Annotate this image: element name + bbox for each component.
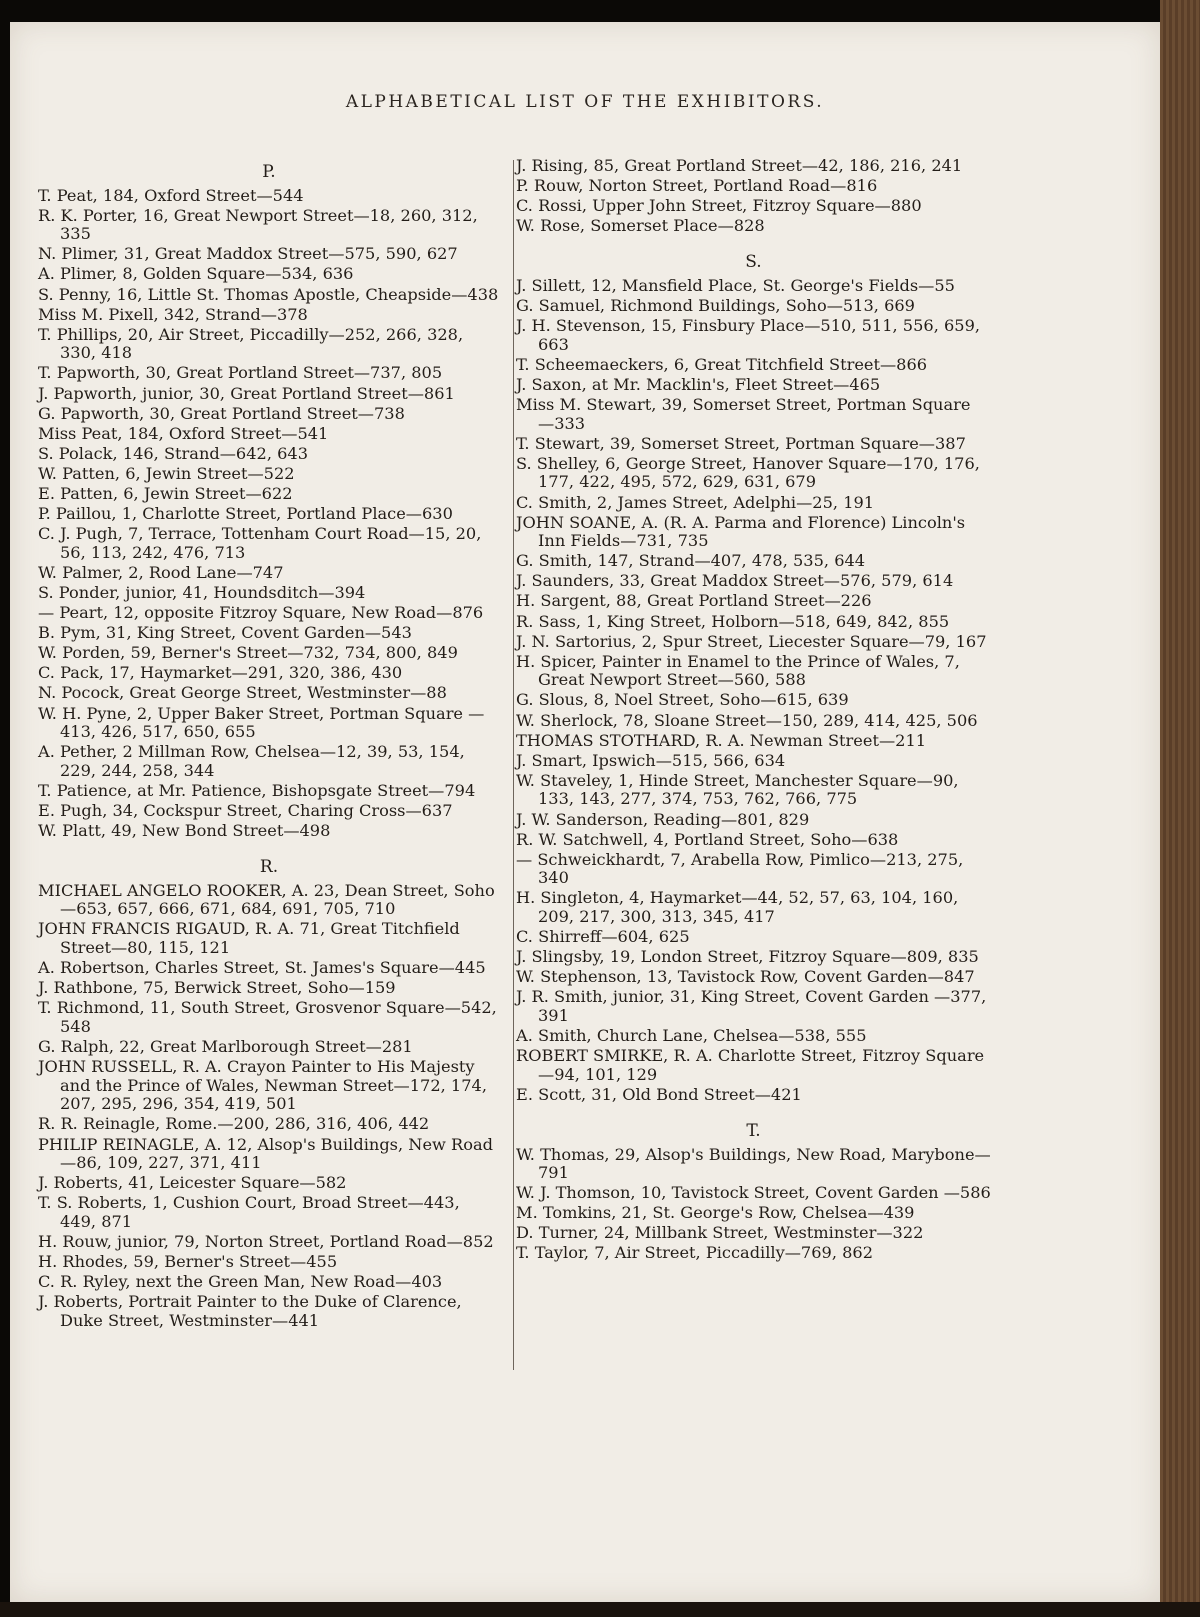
- entry: MICHAEL ANGELO ROOKER, A. 23, Dean Street, Soho—653, 657, 666, 671, 684, 691, 705, 710: [38, 880, 495, 919]
- entry: J. Roberts, 41, Leicester Square—582: [38, 1173, 347, 1193]
- entry: C. Smith, 2, James Street, Adelphi—25, 191: [516, 492, 875, 512]
- entry: G. Smith, 147, Strand—407, 478, 535, 644: [516, 551, 866, 571]
- entry: S. Ponder, junior, 41, Houndsditch—394: [38, 582, 366, 602]
- entry: D. Turner, 24, Millbank Street, Westminster—322: [516, 1223, 924, 1243]
- entry: ROBERT SMIRKE, R. A. Charlotte Street, Fitzroy Square—94, 101, 129: [516, 1046, 985, 1084]
- entry: W. Sherlock, 78, Sloane Street—150, 289, 414, 425, 506: [516, 710, 978, 730]
- entry: G. Papworth, 30, Great Portland Street—738: [38, 403, 405, 423]
- entry: T. Papworth, 30, Great Portland Street—737, 805: [38, 363, 443, 383]
- entry: J. Papworth, junior, 30, Great Portland Street—861: [38, 383, 455, 403]
- entry: P. Rouw, Norton Street, Portland Road—816: [516, 176, 878, 196]
- entry: S. Penny, 16, Little St. Thomas Apostle, Cheapside—438: [38, 284, 499, 304]
- entry: B. Pym, 31, King Street, Covent Garden—543: [38, 623, 412, 643]
- entry: J. N. Sartorius, 2, Spur Street, Liecester Square—79, 167: [516, 631, 987, 651]
- entry: W. H. Pyne, 2, Upper Baker Street, Portman Square —413, 426, 517, 650, 655: [38, 703, 485, 742]
- entry: A. Plimer, 8, Golden Square—534, 636: [38, 264, 354, 284]
- entry: C. R. Ryley, next the Green Man, New Road—403: [38, 1272, 443, 1292]
- section-heading-s: S.: [745, 252, 762, 273]
- entry: E. Patten, 6, Jewin Street—622: [38, 484, 293, 503]
- entry: W. Palmer, 2, Rood Lane—747: [38, 562, 284, 582]
- entry: J. W. Sanderson, Reading—801, 829: [516, 809, 810, 829]
- entry: JOHN RUSSELL, R. A. Crayon Painter to His Majesty and the Prince of Wales, Newman Street—172, 174, 207, 295, 296, 354, 419, 501: [38, 1057, 487, 1114]
- entry: A. Pether, 2 Millman Row, Chelsea—12, 39, 53, 154, 229, 244, 258, 344: [38, 742, 465, 780]
- entry: JOHN SOANE, A. (R. A. Parma and Florence) Lincoln's Inn Fields—731, 735: [516, 512, 966, 551]
- entry: PHILIP REINAGLE, A. 12, Alsop's Buildings, New Road—86, 109, 227, 371, 411: [38, 1134, 493, 1173]
- entry: H. Rouw, junior, 79, Norton Street, Portland Road—852: [38, 1231, 494, 1251]
- entry: — Schweickhardt, 7, Arabella Row, Pimlico—213, 275, 340: [516, 849, 964, 888]
- entry: E. Pugh, 34, Cockspur Street, Charing Cross—637: [38, 801, 453, 820]
- left-column: [38, 157, 500, 1332]
- entry: R. Sass, 1, King Street, Holborn—518, 649, 842, 855: [516, 611, 950, 631]
- entry: S. Shelley, 6, George Street, Hanover Square—170, 176, 177, 422, 495, 572, 629, 631, 679: [516, 453, 980, 492]
- right-column: [516, 157, 991, 1265]
- entry: P. Paillou, 1, Charlotte Street, Portland Place—630: [38, 504, 453, 524]
- entry: A. Smith, Church Lane, Chelsea—538, 555: [516, 1026, 867, 1046]
- entry: W. J. Thomson, 10, Tavistock Street, Covent Garden —586: [516, 1183, 991, 1203]
- entry: T. Scheemaeckers, 6, Great Titchfield Street—866: [516, 354, 928, 374]
- section-p-entries: [38, 187, 500, 841]
- entry: — Peart, 12, opposite Fitzroy Square, New Road—876: [38, 603, 484, 623]
- entry: R. R. Reinagle, Rome.—200, 286, 316, 406, 442: [38, 1114, 430, 1134]
- entry: H. Rhodes, 59, Berner's Street—455: [38, 1252, 338, 1272]
- section-heading-p: P.: [262, 162, 276, 182]
- entry: H. Singleton, 4, Haymarket—44, 52, 57, 63, 104, 160, 209, 217, 300, 313, 345, 417: [516, 888, 959, 926]
- entry: W. Porden, 59, Berner's Street—732, 734, 800, 849: [38, 643, 458, 663]
- entry: J. Rathbone, 75, Berwick Street, Soho—159: [38, 978, 396, 998]
- entry: Miss M. Pixell, 342, Strand—378: [38, 304, 308, 324]
- section-heading-t: T.: [746, 1120, 761, 1141]
- entry: H. Sargent, 88, Great Portland Street—226: [516, 591, 872, 611]
- entry: A. Robertson, Charles Street, St. James's Square—445: [38, 958, 486, 978]
- section-heading-r: R.: [259, 857, 279, 878]
- book-page: [10, 22, 1160, 1602]
- section-r-entries: [38, 882, 500, 1331]
- entry: J. Rising, 85, Great Portland Street—42, 186, 216, 241: [516, 156, 963, 175]
- section-s-entries: [516, 277, 991, 1104]
- entry: S. Polack, 146, Strand—642, 643: [38, 443, 309, 463]
- entry: E. Scott, 31, Old Bond Street—421: [516, 1084, 802, 1104]
- entry: JOHN FRANCIS RIGAUD, R. A. 71, Great Titchfield Street—80, 115, 121: [38, 919, 460, 958]
- entry: W. Staveley, 1, Hinde Street, Manchester Square—90, 133, 143, 277, 374, 753, 762, 766, 775: [516, 770, 959, 809]
- entry: W. Platt, 49, New Bond Street—498: [38, 821, 331, 841]
- entry: T. Patience, at Mr. Patience, Bishopsgate Street—794: [38, 780, 476, 800]
- entry: Miss Peat, 184, Oxford Street—541: [38, 423, 329, 443]
- entry: T. Stewart, 39, Somerset Street, Portman Square—387: [516, 433, 966, 453]
- book-spine: [1160, 0, 1200, 1617]
- entry: R. W. Satchwell, 4, Portland Street, Soho—638: [516, 829, 899, 849]
- entry: J. R. Smith, junior, 31, King Street, Covent Garden —377, 391: [516, 987, 987, 1025]
- entry: N. Pocock, Great George Street, Westminster—88: [38, 683, 447, 703]
- entry: J. Slingsby, 19, London Street, Fitzroy Square—809, 835: [516, 947, 979, 967]
- section-t-entries: [516, 1146, 991, 1264]
- entry: H. Spicer, Painter in Enamel to the Prince of Wales, 7, Great Newport Street—560, 588: [516, 651, 960, 690]
- entry: T. Taylor, 7, Air Street, Piccadilly—769, 862: [516, 1243, 874, 1263]
- entry: W. Stephenson, 13, Tavistock Row, Covent Garden—847: [516, 967, 975, 987]
- entry: J. Saxon, at Mr. Macklin's, Fleet Street—465: [516, 374, 881, 394]
- entry: T. S. Roberts, 1, Cushion Court, Broad Street—443, 449, 871: [38, 1193, 460, 1231]
- entry: W. Rose, Somerset Place—828: [516, 216, 765, 236]
- entry: W. Thomas, 29, Alsop's Buildings, New Road, Marybone—791: [516, 1144, 991, 1183]
- entry: J. Saunders, 33, Great Maddox Street—576, 579, 614: [516, 571, 954, 591]
- column-rule: [513, 160, 514, 1370]
- entry: C. J. Pugh, 7, Terrace, Tottenham Court Road—15, 20, 56, 113, 242, 476, 713: [38, 524, 482, 562]
- entry: T. Peat, 184, Oxford Street—544: [38, 185, 304, 205]
- entry: T. Phillips, 20, Air Street, Piccadilly—252, 266, 328, 330, 418: [38, 324, 464, 363]
- entry: W. Patten, 6, Jewin Street—522: [38, 463, 295, 483]
- running-head: ALPHABETICAL LIST OF THE EXHIBITORS.: [345, 92, 825, 112]
- entry: J. Smart, Ipswich—515, 566, 634: [516, 750, 786, 770]
- entry: J. Sillett, 12, Mansfield Place, St. George's Fields—55: [516, 275, 955, 295]
- entry: C. Rossi, Upper John Street, Fitzroy Square—880: [516, 196, 922, 216]
- entry: M. Tomkins, 21, St. George's Row, Chelsea—439: [516, 1203, 915, 1223]
- entry: THOMAS STOTHARD, R. A. Newman Street—211: [516, 730, 927, 750]
- entry: C. Pack, 17, Haymarket—291, 320, 386, 430: [38, 663, 403, 683]
- entry: T. Richmond, 11, South Street, Grosvenor Square—542, 548: [38, 998, 497, 1036]
- continued-entries: [516, 157, 991, 236]
- entry: J. Roberts, Portrait Painter to the Duke of Clarence, Duke Street, Westminster—441: [38, 1292, 462, 1330]
- entry: Miss M. Stewart, 39, Somerset Street, Portman Square —333: [516, 395, 971, 433]
- entry: R. K. Porter, 16, Great Newport Street—18, 260, 312, 335: [38, 205, 478, 244]
- entry: C. Shirreff—604, 625: [516, 927, 690, 947]
- page-edge: [0, 1602, 1200, 1617]
- entry: G. Samuel, Richmond Buildings, Soho—513, 669: [516, 296, 915, 316]
- entry: J. H. Stevenson, 15, Finsbury Place—510, 511, 556, 659, 663: [516, 316, 981, 354]
- entry: G. Ralph, 22, Great Marlborough Street—281: [38, 1037, 413, 1057]
- entry: N. Plimer, 31, Great Maddox Street—575, 590, 627: [38, 244, 458, 264]
- entry: G. Slous, 8, Noel Street, Soho—615, 639: [516, 690, 849, 710]
